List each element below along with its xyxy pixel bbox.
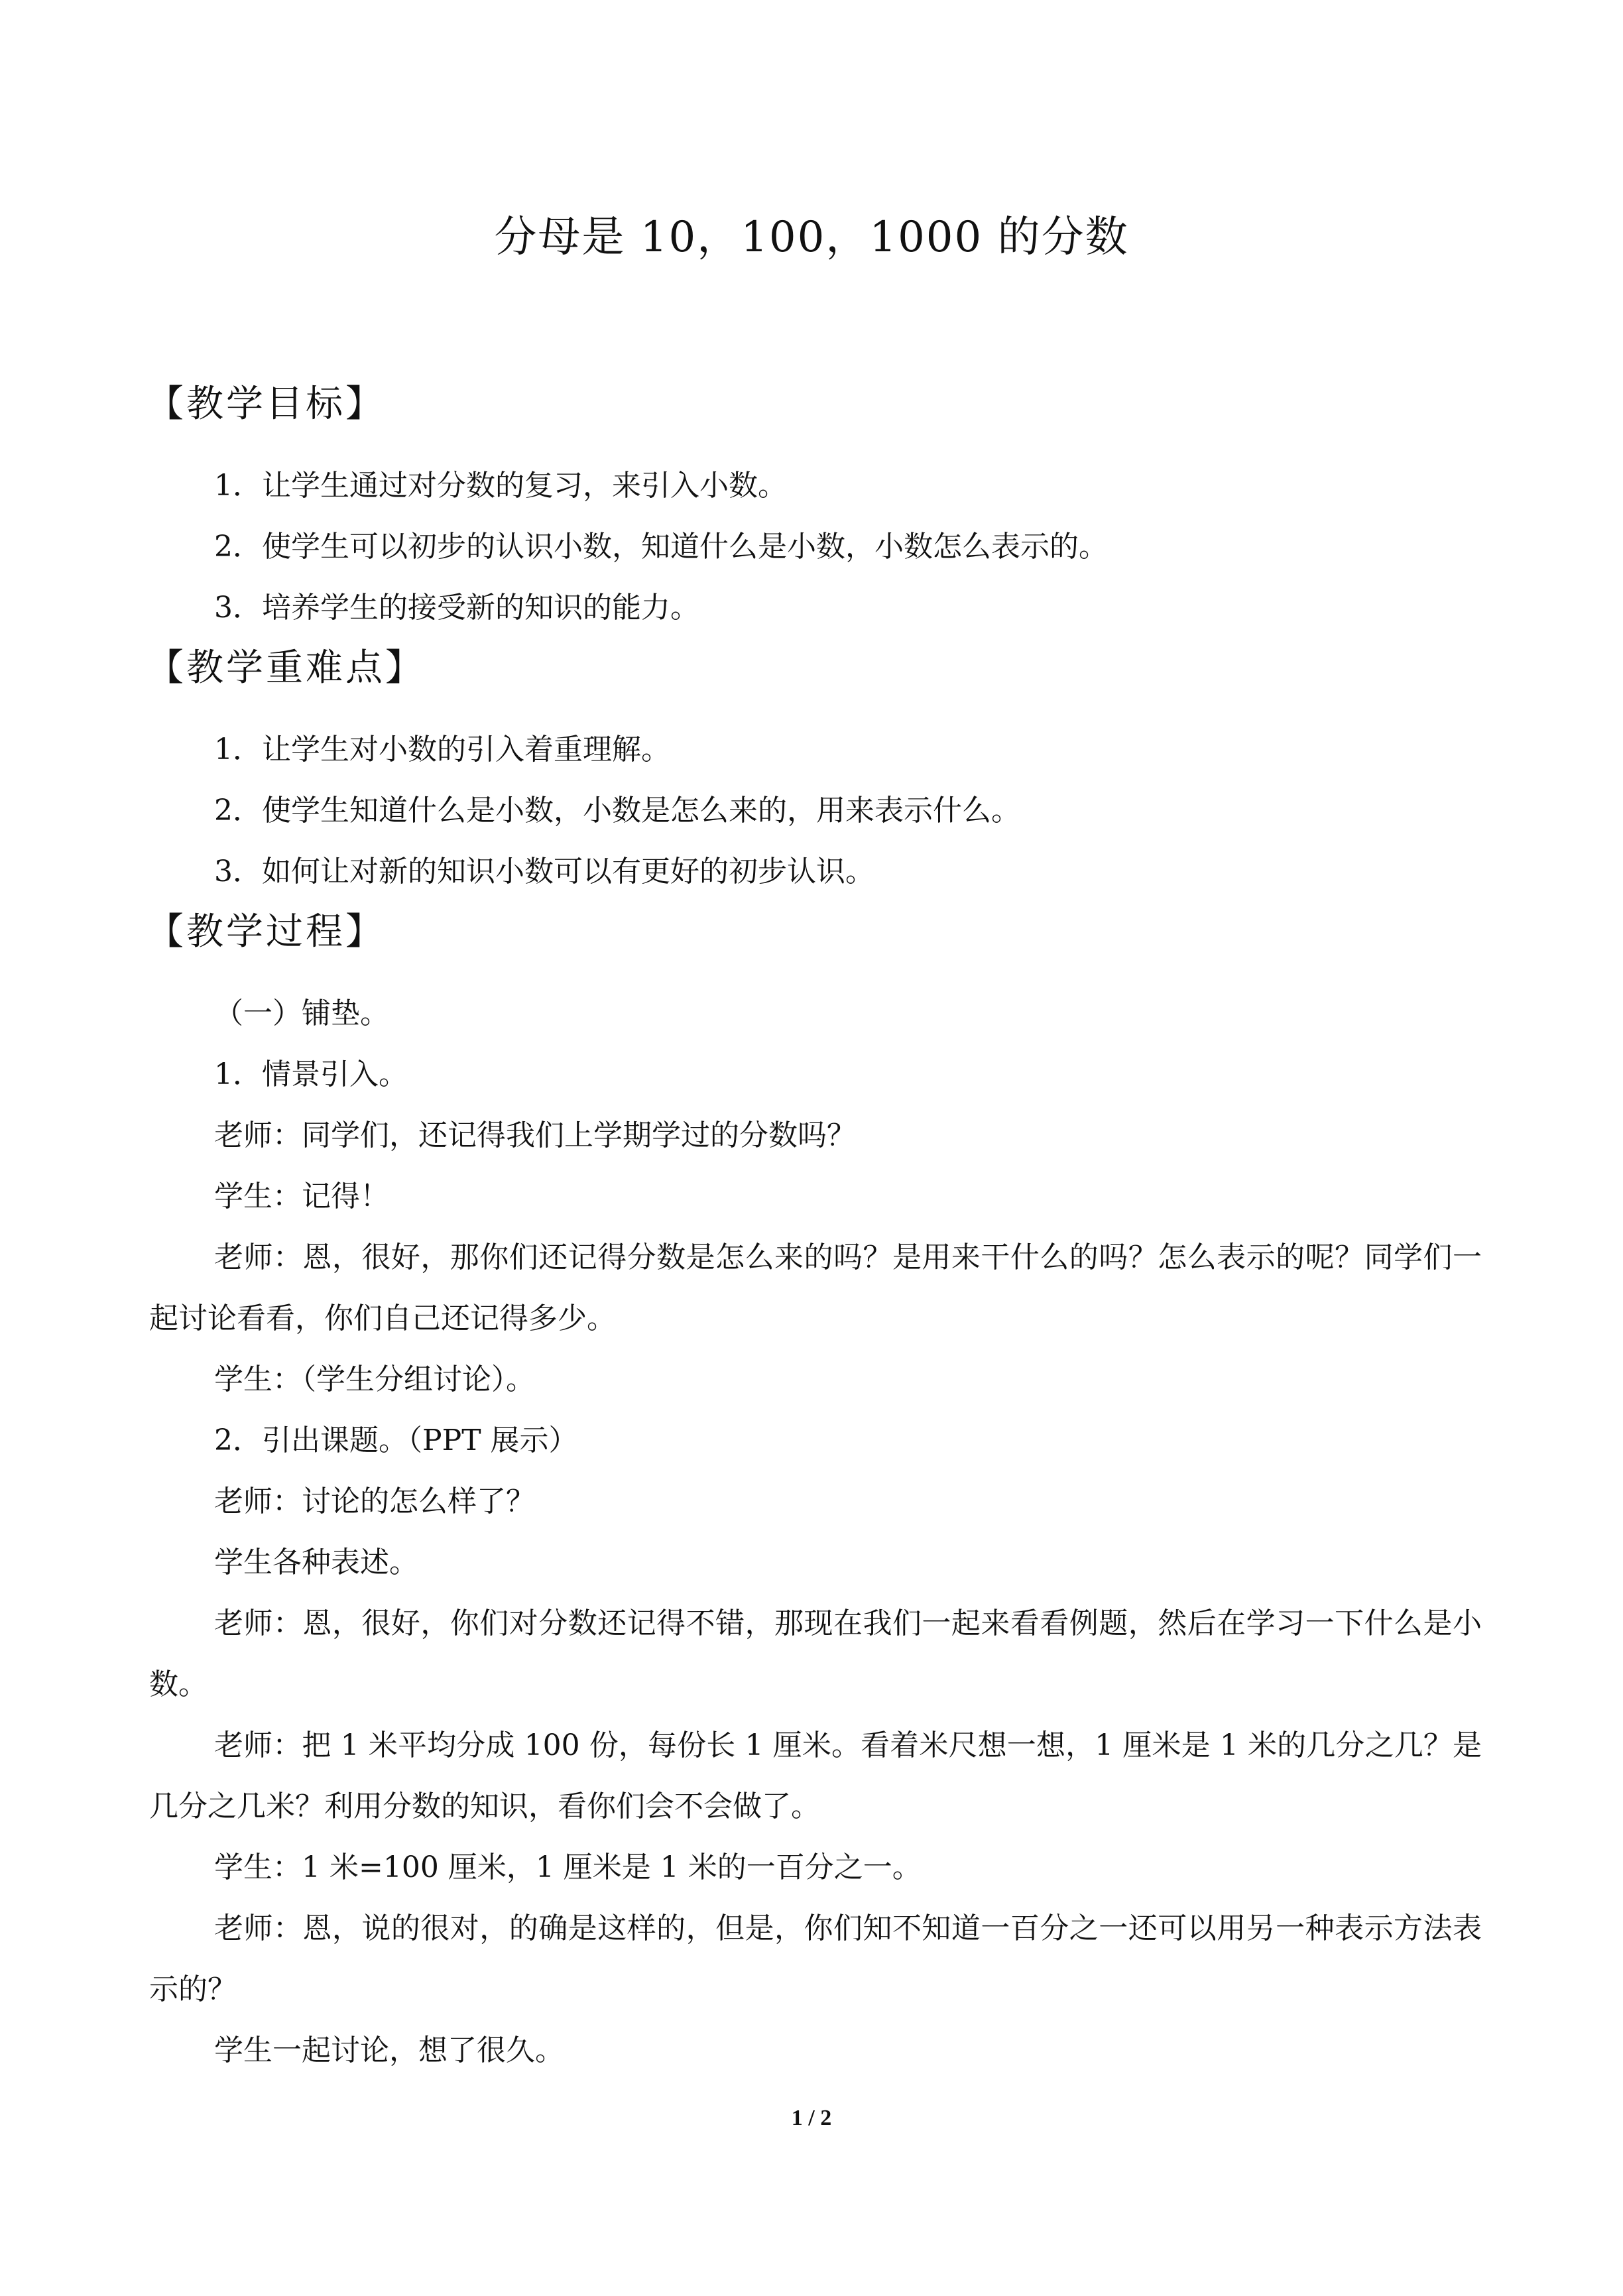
page-number: 1 / 2 [791, 2106, 832, 2130]
paragraph: 老师：把 1 米平均分成 100 份，每份长 1 厘米。看着米尺想一想，1 厘米是 1 米的几分之几？是几分之几米？利用分数的知识，看你们会不会做了。 [149, 1728, 1482, 1823]
section-heading: 【教学重难点】 [147, 646, 425, 690]
paragraph: 3．培养学生的接受新的知识的能力。 [214, 591, 699, 625]
paragraph: 1．让学生通过对分数的复习，来引入小数。 [214, 469, 787, 503]
paragraph: 学生：1 米=100 厘米，1 厘米是 1 米的一百分之一。 [214, 1850, 922, 1884]
paragraph: 1．情景引入。 [214, 1057, 408, 1091]
paragraph: 2．使学生知道什么是小数，小数是怎么来的，用来表示什么。 [214, 794, 1020, 827]
section-key-difficulties [149, 645, 1482, 902]
paragraph: 学生：记得！ [214, 1179, 389, 1213]
paragraph: 老师：讨论的怎么样了？ [214, 1484, 535, 1518]
paragraph: 老师：恩，说的很对，的确是这样的，但是，你们知不知道一百分之一还可以用另一种表示方法表示的？ [149, 1911, 1482, 2006]
section-heading: 【教学目标】 [147, 383, 385, 426]
section-heading: 【教学过程】 [147, 910, 385, 953]
document-body [149, 381, 1482, 2088]
paragraph: 2．引出课题。（PPT 展示） [214, 1423, 578, 1457]
paragraph: 学生：（学生分组讨论）。 [214, 1362, 535, 1396]
paragraph: 老师：恩，很好，那你们还记得分数是怎么来的吗？是用来干什么的吗？怎么表示的呢？同学们一起讨论看看，你们自己还记得多少。 [149, 1240, 1482, 1335]
document-title: 分母是 10，100，1000 的分数 [494, 213, 1129, 262]
paragraph: 老师：同学们，还记得我们上学期学过的分数吗？ [214, 1118, 856, 1152]
section-teaching-objectives [149, 381, 1482, 638]
paragraph: 2．使学生可以初步的认识小数，知道什么是小数，小数怎么表示的。 [214, 530, 1108, 564]
paragraph: 老师：恩，很好，你们对分数还记得不错，那现在我们一起来看看例题，然后在学习一下什么是小数。 [149, 1606, 1482, 1701]
paragraph: 学生各种表述。 [214, 1545, 418, 1579]
paragraph: 学生一起讨论，想了很久。 [214, 2033, 564, 2067]
paragraph: （一）铺垫。 [214, 997, 389, 1030]
section-teaching-process [149, 909, 1482, 2081]
paragraph: 1．让学生对小数的引入着重理解。 [214, 733, 670, 766]
paragraph: 3．如何让对新的知识小数可以有更好的初步认识。 [214, 855, 874, 888]
